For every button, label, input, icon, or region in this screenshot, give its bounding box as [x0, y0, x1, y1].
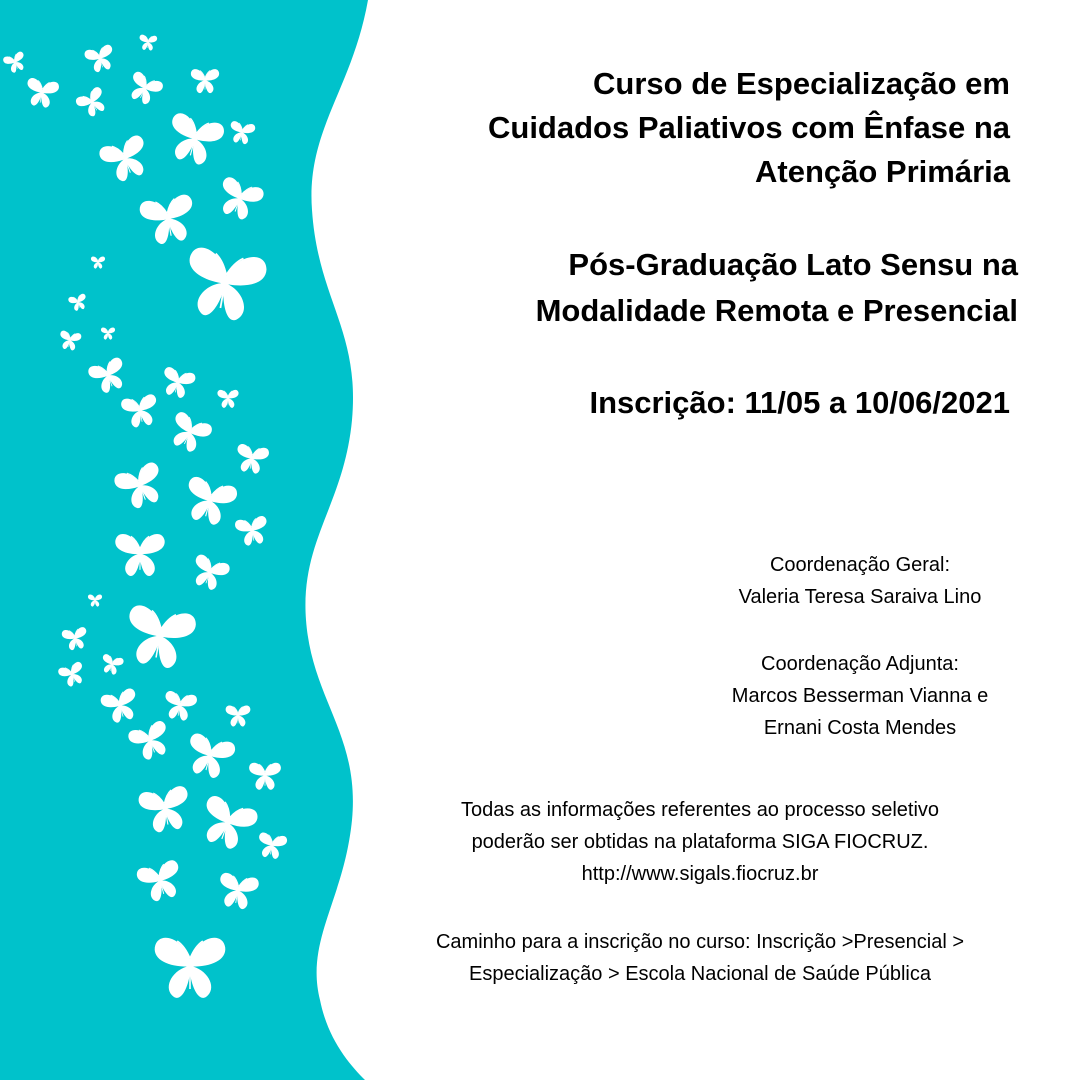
adjunct-coordinator-names: Ernani Costa Mendes — [763, 717, 957, 739]
course-title — [390, 62, 1010, 194]
subtitle-line: Pós-Graduação Lato Sensu na — [568, 247, 1018, 282]
info-line: Todas as informações referentes ao processo seletivo — [460, 799, 940, 821]
wavy-panel — [0, 0, 368, 1080]
adjunct-coordinator-names: Marcos Besserman Vianna e — [731, 685, 989, 707]
path-line: Caminho para a inscrição no curso: Inscrição >Presencial > — [435, 931, 965, 953]
subtitle-line: Modalidade Remota e Presencial — [535, 293, 1018, 328]
info-line: poderão ser obtidas na plataforma SIGA FIOCRUZ. — [471, 831, 929, 853]
butterfly-panel — [0, 0, 380, 1080]
general-coordination — [680, 549, 1040, 613]
course-title-line: Curso de Especialização em — [593, 66, 1010, 101]
registration-dates: Inscrição: 11/05 a 10/06/2021 — [589, 385, 1010, 420]
selection-info — [370, 794, 1030, 890]
adjunct-coordination-label: Coordenação Adjunta: — [761, 653, 959, 675]
registration-path — [370, 926, 1030, 990]
course-title-line: Atenção Primária — [755, 154, 1010, 189]
program-subtitle — [398, 242, 1018, 334]
general-coordination-label: Coordenação Geral: — [769, 554, 951, 576]
adjunct-coordination — [680, 648, 1040, 744]
platform-url: http://www.sigals.fiocruz.br — [581, 863, 819, 885]
course-title-line: Cuidados Paliativos com Ênfase na — [488, 110, 1010, 145]
general-coordinator-name: Valeria Teresa Saraiva Lino — [738, 586, 982, 608]
path-line: Especialização > Escola Nacional de Saúde Pública — [469, 963, 931, 985]
